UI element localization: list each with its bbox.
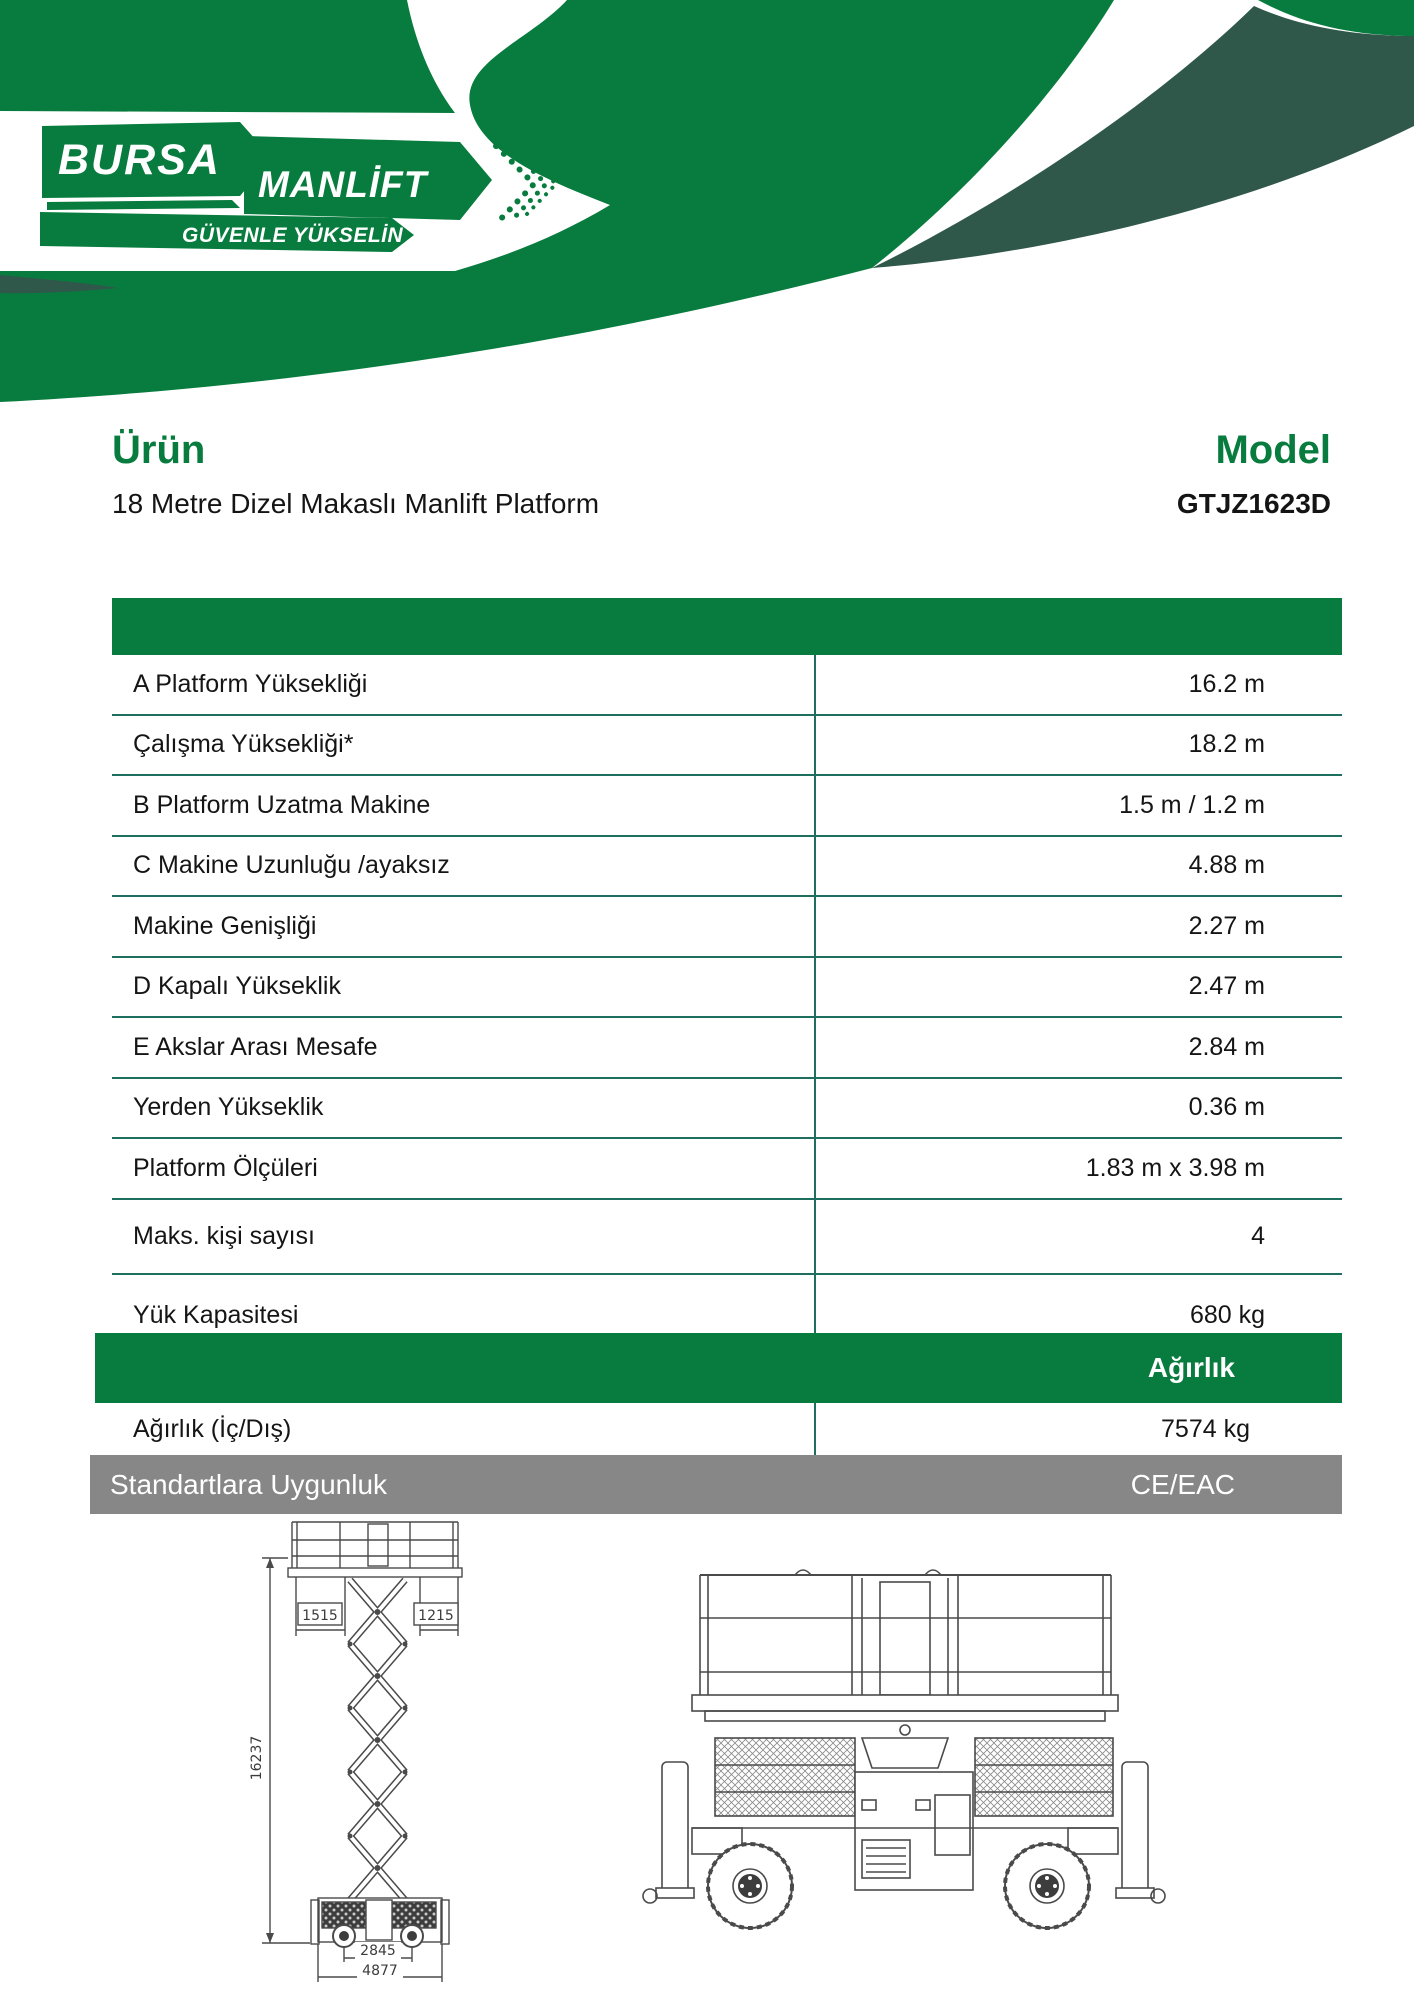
spec-value: 18.2 m [1188, 730, 1265, 759]
spec-table-header-bar [112, 598, 1342, 655]
table-row [112, 655, 1342, 716]
spec-value: 1.5 m / 1.2 m [1119, 790, 1265, 819]
table-row [112, 1079, 1342, 1140]
table-row [112, 716, 1342, 777]
table-column-divider [814, 655, 816, 1333]
spec-label: D Kapalı Yükseklik [133, 972, 341, 1001]
table-row [95, 1403, 1342, 1455]
spec-value: 2.27 m [1188, 911, 1265, 940]
table-row [112, 958, 1342, 1019]
dim-top-right: 1215 [418, 1608, 454, 1624]
dim-top-left: 1515 [302, 1608, 338, 1624]
model-title-block [1177, 428, 1331, 520]
spec-value: 16.2 m [1188, 669, 1265, 698]
table-row [112, 1139, 1342, 1200]
header-banner [0, 0, 1414, 430]
spec-value: 680 kg [1189, 1301, 1265, 1329]
table-row [112, 897, 1342, 958]
compliance-value: CE/EAC [1130, 1468, 1235, 1500]
product-name: 18 Metre Dizel Makaslı Manlift Platform [112, 488, 600, 519]
spec-table [112, 598, 1342, 1357]
logo-text-manlift: MANLİFT [258, 164, 428, 205]
spec-label: B Platform Uzatma Makine [133, 790, 431, 819]
spec-value: 4 [1251, 1221, 1265, 1250]
technical-drawings [0, 1516, 1414, 2000]
dim-wheelbase: 2845 [360, 1943, 396, 1959]
spec-label: Yerden Yükseklik [133, 1093, 324, 1122]
table-row [112, 1200, 1342, 1275]
table-row [112, 1018, 1342, 1079]
product-title-block [112, 428, 599, 520]
dim-overall-length: 4877 [362, 1963, 398, 1979]
spec-label: A Platform Yüksekliği [133, 669, 368, 698]
title-row [112, 428, 1331, 520]
logo-text-bursa: BURSA [58, 136, 221, 184]
drawing-elevated-lift [262, 1522, 462, 1982]
spec-label: Platform Ölçüleri [133, 1153, 318, 1182]
compliance-label: Standartlara Uygunluk [110, 1468, 388, 1500]
spec-label: Maks. kişi sayısı [133, 1221, 315, 1250]
spec-label: Yük Kapasitesi [133, 1301, 299, 1329]
spec-label: Ağırlık (İç/Dış) [133, 1414, 292, 1443]
spec-value: 0.36 m [1188, 1093, 1265, 1122]
spec-value: 1.83 m x 3.98 m [1085, 1153, 1265, 1182]
spec-value: 4.88 m [1188, 851, 1265, 880]
spec-value: 7574 kg [1161, 1414, 1250, 1443]
spec-label: E Akslar Arası Mesafe [133, 1032, 378, 1061]
logo-text-tagline: GÜVENLE YÜKSELİN [182, 224, 404, 247]
spec-value: 2.84 m [1188, 1032, 1265, 1061]
weight-section-title: Ağırlık [1147, 1352, 1235, 1383]
product-label: Ürün [112, 428, 206, 472]
compliance-bar [90, 1455, 1342, 1514]
model-value: GTJZ1623D [1176, 488, 1331, 519]
spec-label: Çalışma Yüksekliği* [133, 730, 354, 759]
model-label: Model [1215, 428, 1331, 472]
spec-label: C Makine Uzunluğu /ayaksız [133, 851, 450, 880]
table-row [112, 776, 1342, 837]
spec-value: 2.47 m [1188, 972, 1265, 1001]
spec-label: Makine Genişliği [133, 911, 317, 940]
drawing-stowed-machine [643, 1570, 1165, 1928]
dim-height: 16237 [249, 1735, 265, 1781]
table-row [112, 837, 1342, 898]
weight-section-header-bar [95, 1333, 1342, 1403]
